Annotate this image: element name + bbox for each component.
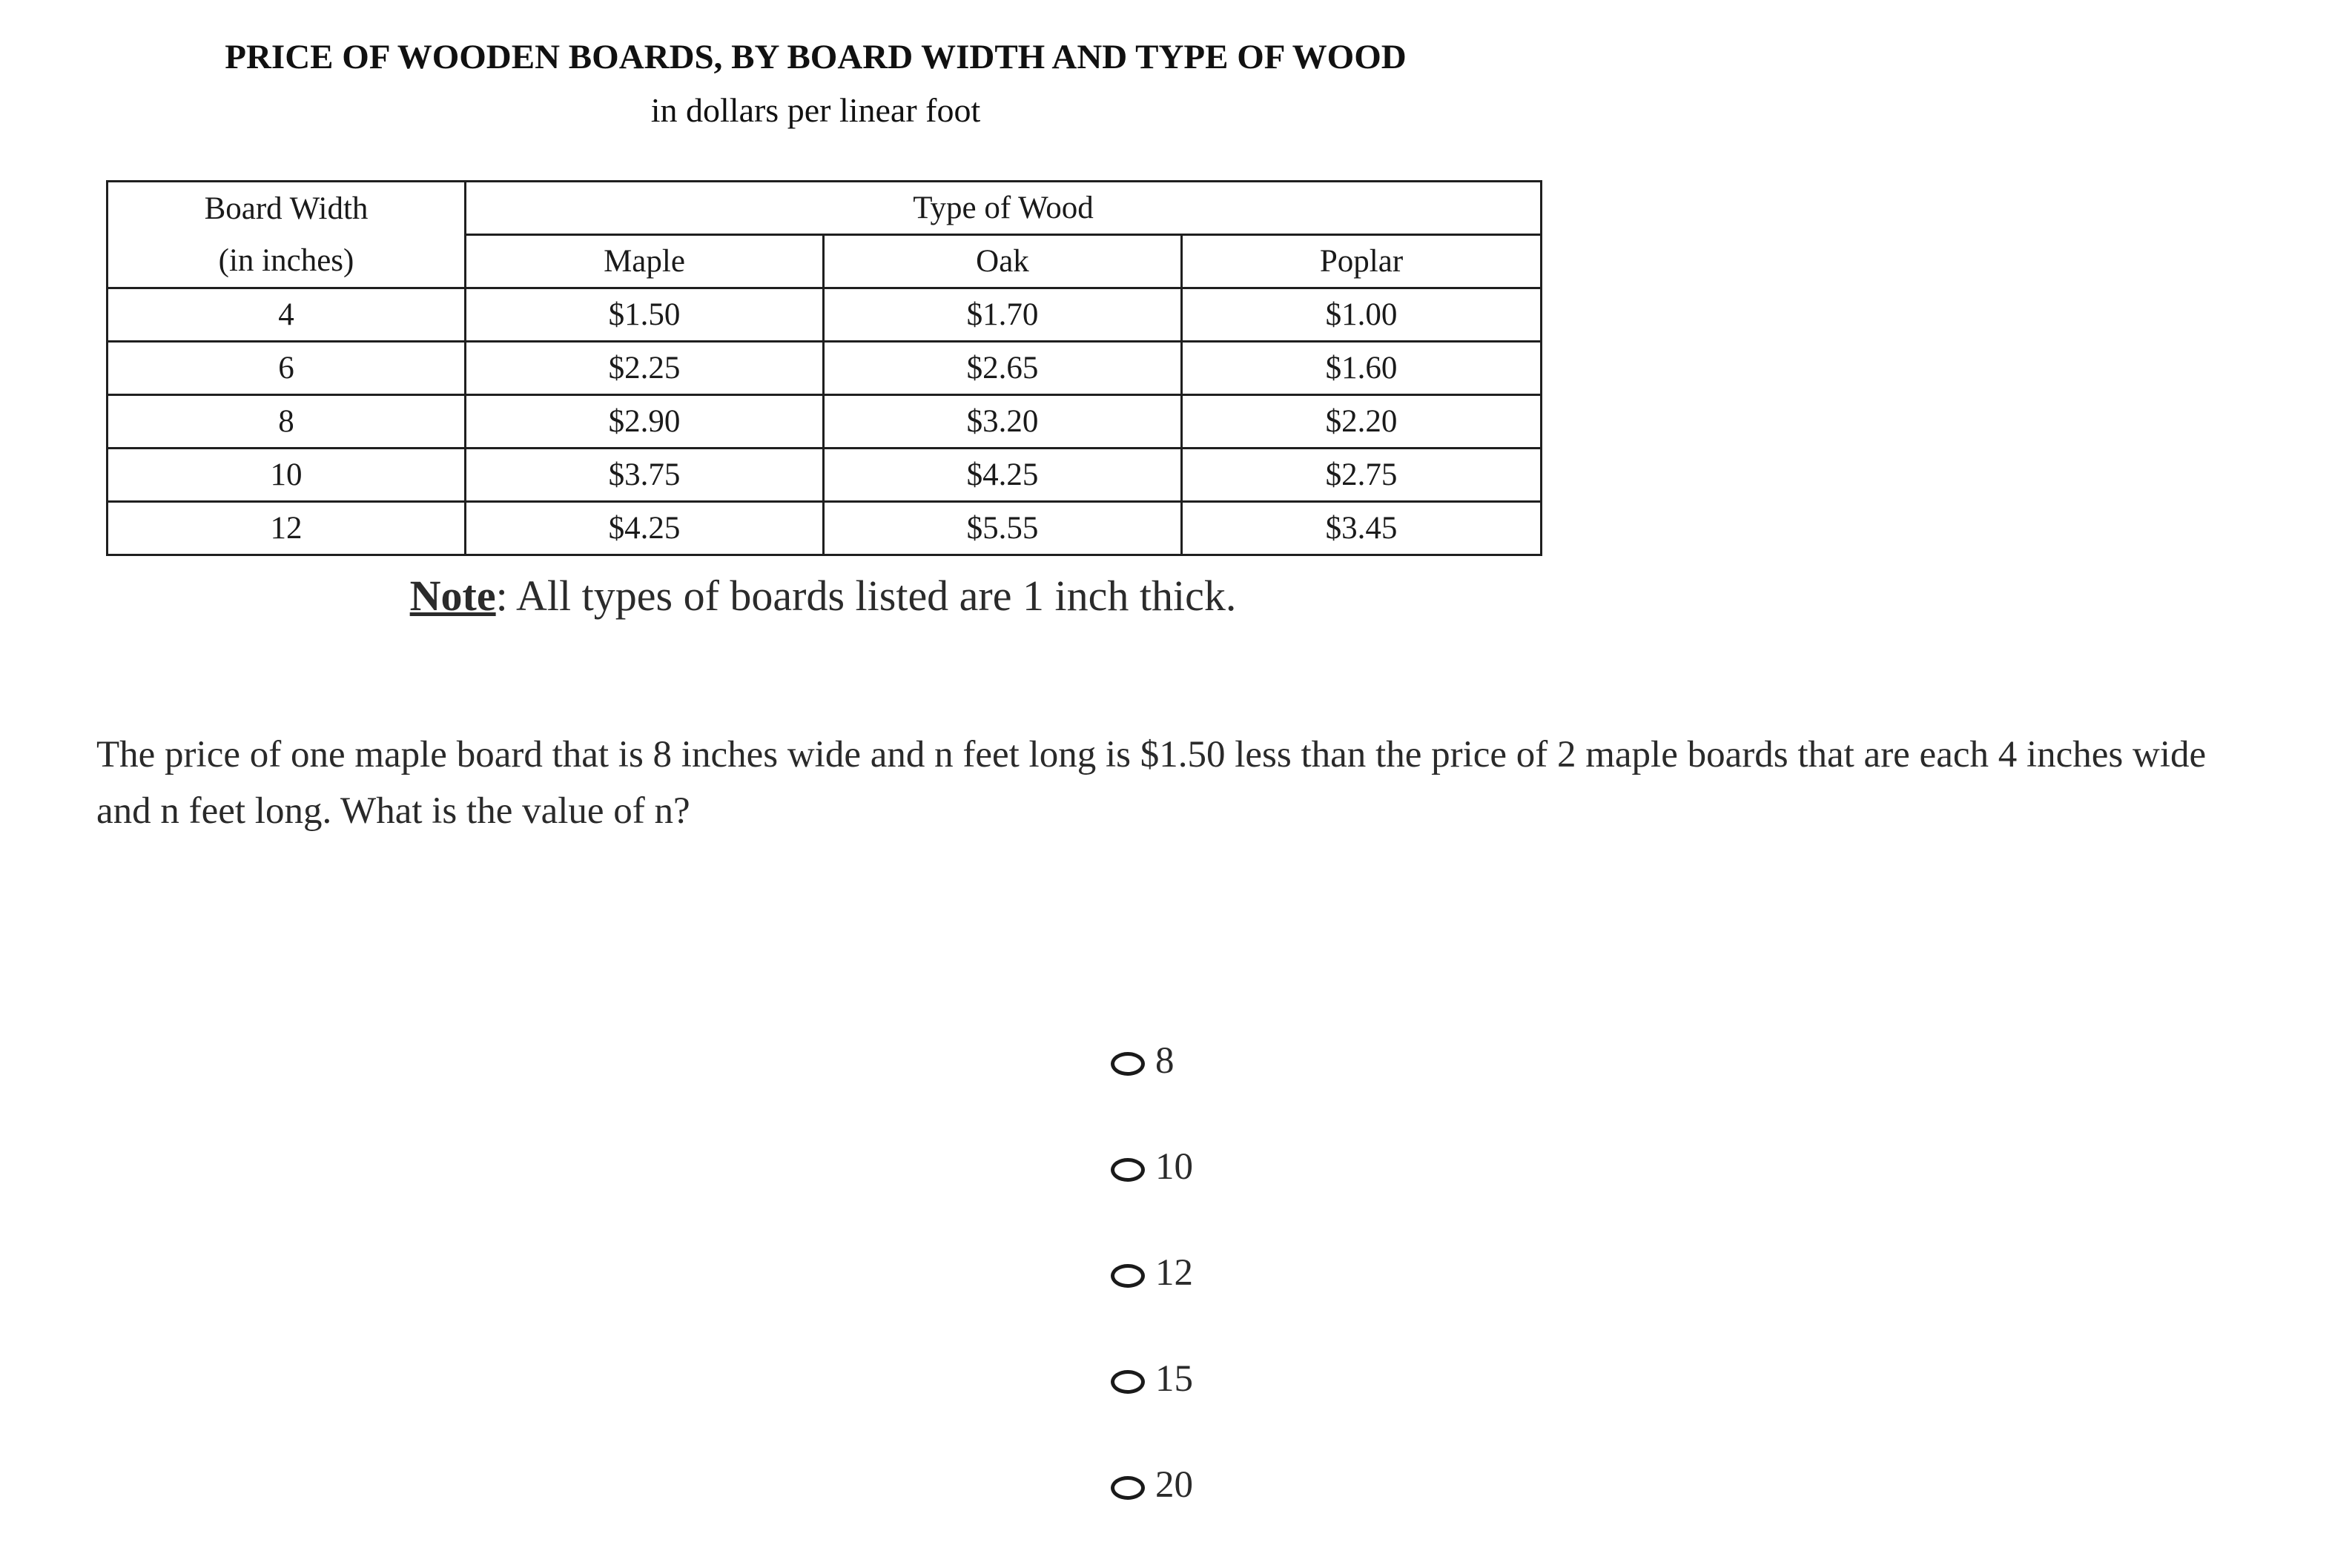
note-label: Note [409, 572, 496, 620]
poplar-price-cell: $1.60 [1182, 342, 1542, 395]
table-title: PRICE OF WOODEN BOARDS, BY BOARD WIDTH AND TYPE OF WOOD [225, 38, 1407, 76]
answer-option-label[interactable]: 10 [1155, 1146, 1193, 1188]
maple-price-cell: $1.50 [466, 288, 824, 342]
poplar-price-cell: $3.45 [1182, 502, 1542, 555]
poplar-price-cell: $2.20 [1182, 395, 1542, 449]
column-header-poplar: Poplar [1182, 235, 1542, 288]
maple-price-cell: $4.25 [466, 502, 824, 555]
width-cell: 8 [108, 395, 466, 449]
oak-price-cell: $4.25 [824, 449, 1182, 502]
question-text: The price of one maple board that is 8 inches wide and n feet long is $1.50 less than the price of 2 maple boards that are each 4 inches wide and n feet long. What is the value of n? [96, 734, 2207, 832]
poplar-price-cell: $2.75 [1182, 449, 1542, 502]
board-width-units: (in inches) [108, 235, 466, 288]
answer-option[interactable] [1111, 1034, 1193, 1088]
table-row [108, 395, 1542, 449]
table-subtitle: in dollars per linear foot [650, 91, 981, 129]
table-note [106, 574, 1540, 618]
width-cell: 6 [108, 342, 466, 395]
maple-price-cell: $3.75 [466, 449, 824, 502]
type-of-wood-header: Type of Wood [466, 182, 1542, 235]
table-row [108, 449, 1542, 502]
oak-price-cell: $3.20 [824, 395, 1182, 449]
answer-option[interactable] [1111, 1352, 1193, 1406]
width-cell: 10 [108, 449, 466, 502]
radio-button-icon[interactable] [1111, 1158, 1145, 1182]
answer-option-label[interactable]: 20 [1155, 1464, 1193, 1506]
note-text: : All types of boards listed are 1 inch thick. [495, 572, 1237, 620]
table-row [108, 342, 1542, 395]
table-row [108, 288, 1542, 342]
poplar-price-cell: $1.00 [1182, 288, 1542, 342]
table-row [108, 502, 1542, 555]
price-table [106, 180, 1542, 556]
radio-button-icon[interactable] [1111, 1476, 1145, 1500]
maple-price-cell: $2.90 [466, 395, 824, 449]
answer-option[interactable] [1111, 1458, 1193, 1512]
oak-price-cell: $1.70 [824, 288, 1182, 342]
answer-option[interactable] [1111, 1246, 1193, 1300]
column-header-oak: Oak [824, 235, 1182, 288]
radio-button-icon[interactable] [1111, 1052, 1145, 1076]
maple-price-cell: $2.25 [466, 342, 824, 395]
oak-price-cell: $2.65 [824, 342, 1182, 395]
answer-option[interactable] [1111, 1140, 1193, 1194]
answer-option-label[interactable]: 12 [1155, 1252, 1193, 1294]
width-cell: 4 [108, 288, 466, 342]
board-width-header: Board Width [108, 182, 466, 235]
width-cell: 12 [108, 502, 466, 555]
answer-option-label[interactable]: 15 [1155, 1358, 1193, 1400]
oak-price-cell: $5.55 [824, 502, 1182, 555]
answer-option-label[interactable]: 8 [1155, 1040, 1175, 1082]
radio-button-icon[interactable] [1111, 1264, 1145, 1288]
column-header-maple: Maple [466, 235, 824, 288]
radio-button-icon[interactable] [1111, 1370, 1145, 1394]
answer-choices [1111, 1034, 1193, 1564]
